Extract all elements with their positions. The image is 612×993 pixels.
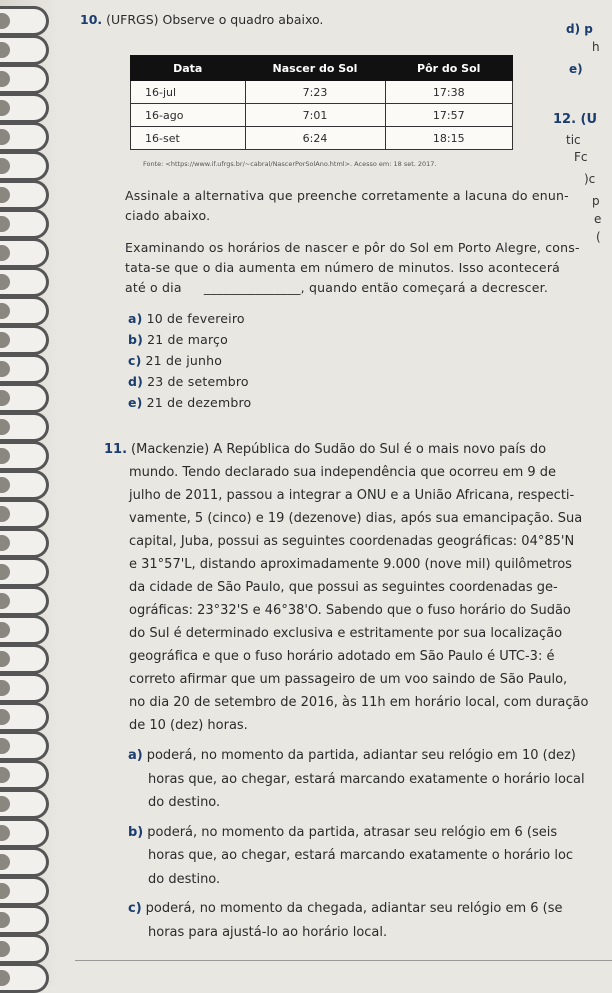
right-col-fragment: tic <box>566 133 581 147</box>
binding-ring <box>0 615 49 645</box>
table-row <box>131 104 513 127</box>
binding-ring <box>0 934 49 964</box>
q11-line: geográfica e que o fuso horário adotado em São Paulo é UTC-3: é <box>129 649 555 664</box>
option-letter: d) <box>128 374 144 389</box>
binding-ring <box>0 267 49 297</box>
q10-instruction <box>125 186 569 226</box>
option-line: horas que, ao chegar, estará marcando exatamente o horário local <box>148 771 585 787</box>
option-b <box>128 329 251 350</box>
binding-ring <box>0 354 49 384</box>
q11-line: correto afirmar que um passageiro de um voo saindo de São Paulo, <box>129 672 568 687</box>
option-text: 10 de fevereiro <box>146 311 245 326</box>
binding-ring <box>0 238 49 268</box>
q11-line: vamente, 5 (cinco) e 19 (dezenove) dias, após sua emancipação. Sua <box>129 511 583 526</box>
option-a <box>128 744 585 815</box>
q10-header <box>80 12 323 27</box>
option-text: 23 de setembro <box>147 374 249 389</box>
binding-ring <box>0 412 49 442</box>
option-letter: b) <box>128 332 144 347</box>
right-col-fragment: ( <box>596 230 601 244</box>
right-col-fragment: d) p <box>566 22 593 36</box>
binding-ring <box>0 209 49 239</box>
binding-ring <box>0 93 49 123</box>
statement-text: até o dia <box>125 280 182 295</box>
q11-options <box>128 744 585 944</box>
option-letter: e) <box>128 395 143 410</box>
q10-statement <box>125 238 580 298</box>
q11-line: e 31°57'L, distando aproximadamente 9.000 (nove mil) quilômetros <box>129 557 572 572</box>
right-col-fragment: p <box>592 194 600 208</box>
option-line: horas para ajustá-lo ao horário local. <box>148 924 388 940</box>
option-d <box>128 371 251 392</box>
binding-ring <box>0 818 49 848</box>
binding-ring <box>0 122 49 152</box>
option-b <box>128 821 585 892</box>
right-col-fragment: e <box>594 212 602 226</box>
right-col-fragment: h <box>592 40 600 54</box>
option-text: 21 de dezembro <box>146 395 252 410</box>
option-text: 21 de junho <box>145 353 223 368</box>
binding-ring <box>0 702 49 732</box>
q11-line: (Mackenzie) A República do Sudão do Sul é o mais novo país do <box>131 442 547 457</box>
binding-ring <box>0 876 49 906</box>
table-cell: 16-set <box>131 127 246 150</box>
binding-ring <box>0 528 49 558</box>
table-cell: 18:15 <box>385 127 513 150</box>
binding-ring <box>0 6 49 36</box>
option-letter: a) <box>128 748 143 763</box>
right-col-fragment: e) <box>569 62 583 76</box>
statement-line <box>125 278 580 298</box>
table-header-sunset: Pôr do Sol <box>385 56 513 81</box>
q10-options <box>128 308 251 413</box>
option-line: do destino. <box>148 795 221 810</box>
table-cell: 16-jul <box>131 81 246 104</box>
binding-ring <box>0 470 49 500</box>
binding-ring <box>0 905 49 935</box>
binding-ring <box>0 35 49 65</box>
binding-ring <box>0 180 49 210</box>
q11-number: 11. <box>104 442 128 457</box>
option-letter: a) <box>128 311 143 326</box>
option-line: do destino. <box>148 871 221 887</box>
binding-ring <box>0 963 49 993</box>
binding-ring <box>0 586 49 616</box>
answer-blank: _______________ <box>203 280 301 295</box>
binding-ring <box>0 731 49 761</box>
option-c <box>128 897 585 944</box>
option-line: poderá, no momento da partida, atrasar seu relógio em 6 (seis <box>147 824 558 840</box>
table-cell: 7:23 <box>245 81 385 104</box>
q11-body <box>104 438 588 737</box>
binding-ring <box>0 789 49 819</box>
binding-ring <box>0 499 49 529</box>
option-e <box>128 392 251 413</box>
statement-line: Examinando os horários de nascer e pôr do Sol em Porto Alegre, cons- <box>125 240 580 255</box>
option-line: poderá, no momento da partida, adiantar seu relógio em 10 (dez) <box>146 748 576 763</box>
binding-ring <box>0 64 49 94</box>
q10-number: 10. <box>80 12 103 27</box>
table-cell: 17:38 <box>385 81 513 104</box>
option-c <box>128 350 251 371</box>
q11-line: mundo. Tendo declarado sua independência que ocorreu em 9 de <box>129 465 557 480</box>
binding-ring <box>0 296 49 326</box>
option-letter: b) <box>128 824 144 840</box>
table-row <box>131 81 513 104</box>
statement-line: tata-se que o dia aumenta em número de minutos. Isso acontecerá <box>125 260 561 275</box>
binding-ring <box>0 644 49 674</box>
table-cell: 17:57 <box>385 104 513 127</box>
instruction-line: ciado abaixo. <box>125 208 211 223</box>
instruction-line: Assinale a alternativa que preenche corretamente a lacuna do enun- <box>125 188 569 203</box>
page-bottom-rule <box>75 960 612 961</box>
option-a <box>128 308 251 329</box>
q10-header-text: (UFRGS) Observe o quadro abaixo. <box>106 12 324 27</box>
table-cell: 7:01 <box>245 104 385 127</box>
right-col-fragment: )c <box>584 172 596 186</box>
binding-ring <box>0 325 49 355</box>
option-letter: c) <box>128 901 142 916</box>
binding-ring <box>0 847 49 877</box>
binding-ring <box>0 673 49 703</box>
table-header-sunrise: Nascer do Sol <box>245 56 385 81</box>
q11-line: de 10 (dez) horas. <box>129 718 248 733</box>
table-header-data: Data <box>131 56 246 81</box>
sun-table <box>130 55 513 150</box>
binding-ring <box>0 441 49 471</box>
table-row <box>131 127 513 150</box>
q11-line: do Sul é determinado exclusiva e estritamente por sua localização <box>129 626 563 641</box>
binding-ring <box>0 151 49 181</box>
right-col-fragment <box>553 112 597 127</box>
right-col-fragment: Fc <box>574 150 588 164</box>
q11-line: ográficas: 23°32'S e 46°38'O. Sabendo que o fuso horário do Sudão <box>129 603 571 618</box>
q11-line: julho de 2011, passou a integrar a ONU e a União Africana, respecti- <box>129 488 575 503</box>
table-cell: 16-ago <box>131 104 246 127</box>
q11-line: da cidade de São Paulo, que possui as seguintes coordenadas ge- <box>129 580 558 595</box>
statement-text: , quando então começará a decrescer. <box>300 280 549 295</box>
option-text: 21 de março <box>147 332 228 347</box>
table-source: Fonte: <https://www.if.ufrgs.br/~cabral/NascerPorSolAno.html>. Acesso em: 18 set. 2017. <box>143 160 437 168</box>
option-line: horas que, ao chegar, estará marcando exatamente o horário loc <box>148 848 574 863</box>
q11-line: capital, Juba, possui as seguintes coordenadas geográficas: 04°85'N <box>129 534 575 549</box>
option-line: poderá, no momento da chegada, adiantar seu relógio em 6 (se <box>145 901 563 916</box>
table-cell: 6:24 <box>245 127 385 150</box>
binding-ring <box>0 557 49 587</box>
q11-line: no dia 20 de setembro de 2016, às 11h em horário local, com duração <box>129 695 589 710</box>
binding-ring <box>0 383 49 413</box>
binding-ring <box>0 760 49 790</box>
right-col-text: 12. (U <box>553 112 598 127</box>
option-letter: c) <box>128 353 142 368</box>
